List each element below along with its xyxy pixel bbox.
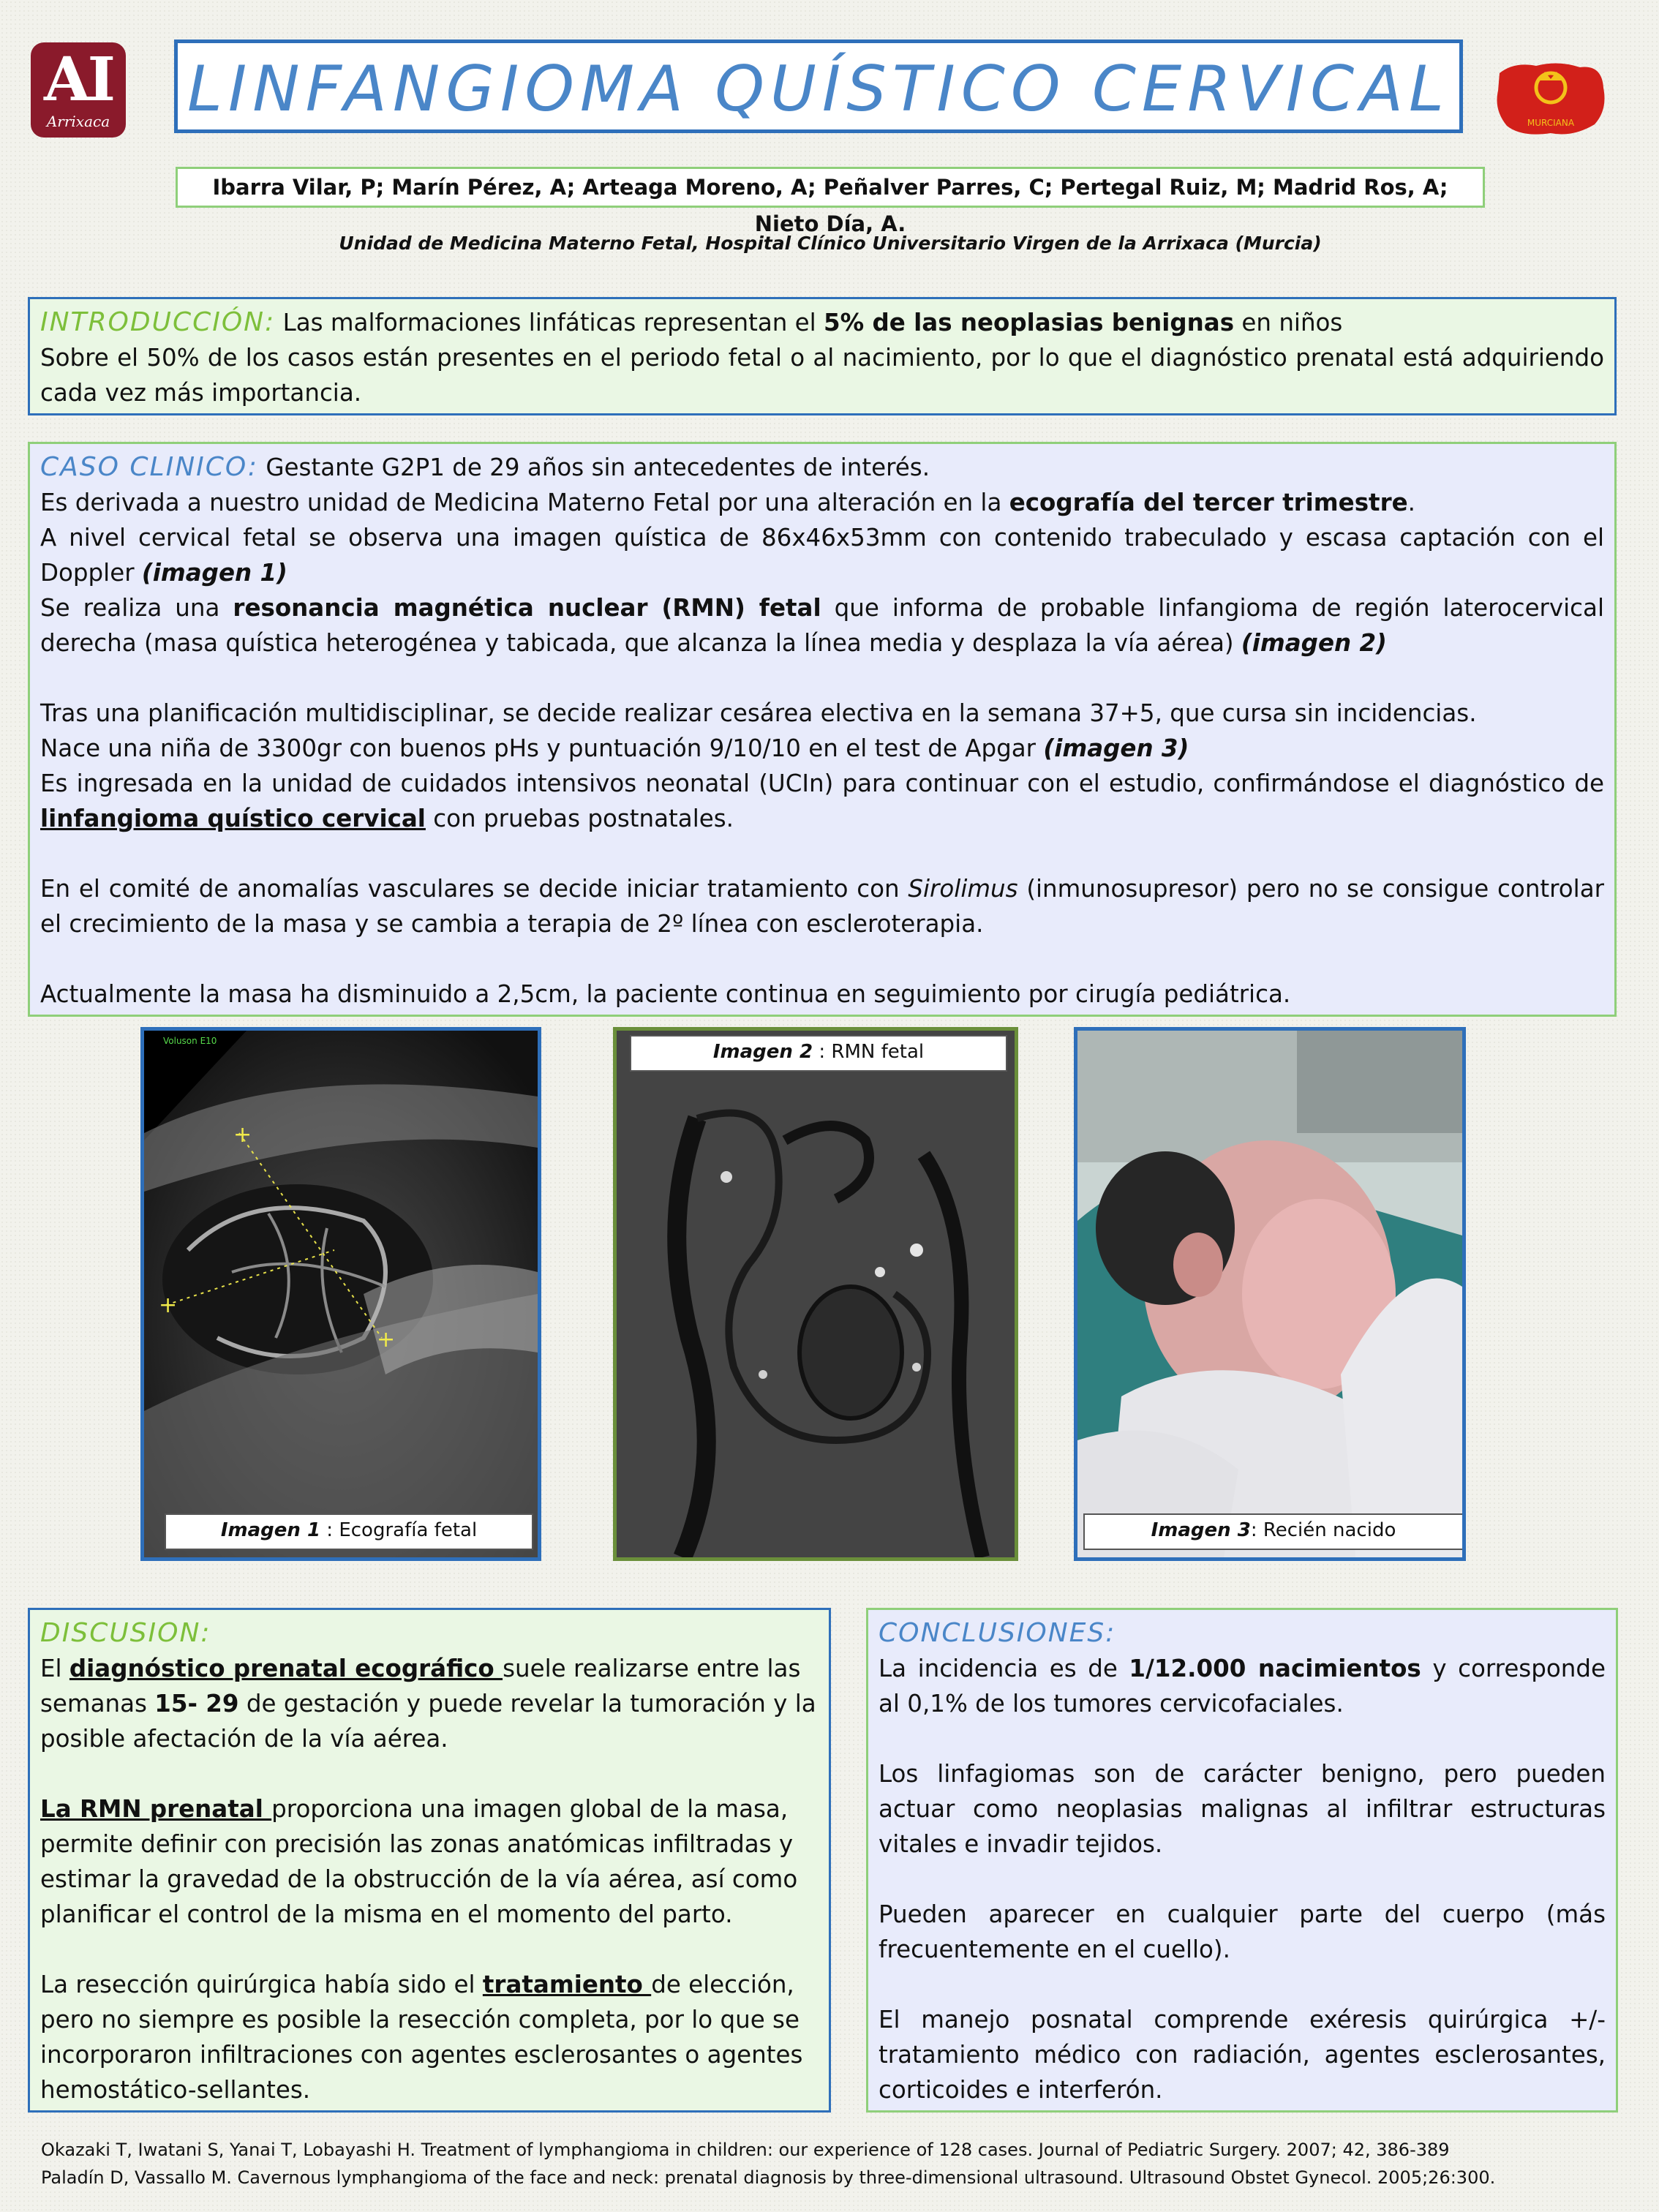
- svg-text:+: +: [159, 1293, 178, 1318]
- discussion-text: proporciona una imagen global de la masa, permite definir con precisión las zonas anatómicas infiltradas y estimar la gravedad de la obstrucción de la vía aérea, así como planificar el control de la misma en el momento del parto.: [40, 1795, 798, 1928]
- case-text: A nivel cervical fetal se observa una imagen quística de 86x46x53mm con contenido trabeculado y escasa captación con el Doppler: [40, 524, 1604, 587]
- page-title: LINFANGIOMA QUÍSTICO CERVICAL: [187, 53, 1450, 126]
- case-text: Es ingresada en la unidad de cuidados intensivos neonatal (UCIn) para continuar con el estudio, confirmándose el diagnóstico de: [40, 770, 1604, 797]
- discussion-highlight: diagnóstico prenatal ecográfico: [69, 1655, 503, 1682]
- logo-sub-text: Arrixaca: [46, 113, 110, 130]
- figure-1-caption-text: : Ecografía fetal: [320, 1519, 478, 1541]
- discussion-highlight: 15- 29: [154, 1690, 239, 1718]
- drug-name: Sirolimus: [908, 875, 1018, 903]
- case-paragraph: [40, 485, 1604, 520]
- case-paragraph: [40, 450, 1604, 485]
- figure-newborn: [1074, 1027, 1466, 1561]
- references: [41, 2136, 1621, 2192]
- case-paragraph: [40, 590, 1604, 661]
- discussion-paragraph: [40, 1651, 819, 1756]
- authors: Ibarra Vilar, P; Marín Pérez, A; Arteaga Moreno, A; Peñalver Parres, C; Pertegal Ruiz, M; Madrid Ros, A; Nieto Día, A.: [176, 167, 1485, 208]
- case-highlight: ecografía del tercer trimestre: [1009, 489, 1408, 516]
- conclusion-paragraph: Pueden aparecer en cualquier parte del cuerpo (más frecuentemente en el cuello).: [879, 1900, 1606, 1963]
- figure-2-caption-text: : RMN fetal: [813, 1041, 925, 1063]
- case-text: Gestante G2P1 de 29 años sin antecedentes de interés.: [258, 454, 930, 481]
- case-text: Es derivada a nuestro unidad de Medicina Materno Fetal por una alteración en la: [40, 489, 1009, 516]
- mri-image: [617, 1031, 1015, 1557]
- figure-1-label: Imagen 1: [220, 1519, 321, 1541]
- discussion-highlight: La RMN prenatal: [40, 1795, 272, 1823]
- case-text: (inmunosupresor) pero no se consigue controlar el crecimiento de la masa y se cambia a terapia de 2º línea con escleroterapia.: [40, 875, 1604, 938]
- conclusions-heading: CONCLUSIONES:: [879, 1618, 1116, 1648]
- case-text: En el comité de anomalías vasculares se decide iniciar tratamiento con: [40, 875, 908, 903]
- figure-1-caption: [165, 1513, 533, 1550]
- case-highlight: linfangioma quístico cervical: [40, 805, 426, 832]
- conclusion-text: La incidencia es de: [879, 1655, 1129, 1682]
- case-text: Nace una niña de 3300gr con buenos pHs y puntuación 9/10/10 en el test de Apgar: [40, 734, 1044, 762]
- case-paragraph: Tras una planificación multidisciplinar, se decide realizar cesárea electiva en la semana 37+5, que cursa sin incidencias.: [40, 699, 1477, 727]
- reference-item: Paladín D, Vassallo M. Cavernous lymphangioma of the face and neck: prenatal diagnosis by three-dimensional ultrasound. Ultrasound Obstet Gynecol. 2005;26:300.: [41, 2167, 1496, 2188]
- discussion-text: El: [40, 1655, 69, 1682]
- discussion-text: La resección quirúrgica había sido el: [40, 1971, 483, 1998]
- discussion-paragraph: [40, 1967, 819, 2107]
- clinical-case-section: [28, 442, 1617, 1017]
- case-paragraph: [40, 520, 1604, 590]
- figure-3-label: Imagen 3: [1151, 1519, 1251, 1541]
- discussion-text: de elección, pero no siempre es posible la resección completa, por lo que se incorporaron infiltraciones con agentes esclerosantes o agentes hemostático-sellantes.: [40, 1971, 803, 2104]
- figure-ultrasound: [140, 1027, 541, 1561]
- discussion-highlight: tratamiento: [482, 1971, 652, 1998]
- conclusion-paragraph: [879, 1651, 1606, 1721]
- case-highlight: resonancia magnética nuclear (RMN) fetal: [233, 594, 821, 622]
- intro-text-end: en niños: [1234, 309, 1343, 336]
- conclusion-text: y corresponde al 0,1% de los tumores cervicofaciales.: [879, 1655, 1606, 1718]
- discussion-section: [28, 1608, 831, 2113]
- intro-line-1: [40, 305, 1604, 340]
- case-text: que informa de probable linfangioma de región laterocervical derecha (masa quística heterogénea y tabicada, que alcanza la línea media y desplaza la vía aérea): [40, 594, 1605, 657]
- society-logo: [1492, 59, 1609, 139]
- figure-mri: [613, 1027, 1018, 1561]
- case-text: Se realiza una: [40, 594, 233, 622]
- discussion-paragraph: [40, 1791, 819, 1932]
- intro-line-2: Sobre el 50% de los casos están presentes en el periodo fetal o al nacimiento, por lo que el diagnóstico prenatal está adquiriendo cada vez más importancia.: [40, 344, 1604, 407]
- intro-text: Las malformaciones linfáticas representan el: [275, 309, 824, 336]
- svg-text:+: +: [377, 1327, 396, 1353]
- logo-main-text: AI: [44, 45, 113, 115]
- conclusions-section: [866, 1608, 1618, 2113]
- case-heading: CASO CLINICO:: [40, 452, 259, 482]
- figure-2-caption: [630, 1035, 1007, 1072]
- figure-3-caption-text: : Recién nacido: [1250, 1519, 1396, 1541]
- discussion-heading: DISCUSION:: [40, 1618, 211, 1648]
- conclusion-paragraph: Los linfagiomas son de carácter benigno, pero pueden actuar como neoplasias malignas al infiltrar estructuras vitales e invadir tejidos.: [879, 1760, 1606, 1858]
- ultrasound-image: [144, 1031, 538, 1557]
- intro-highlight: 5% de las neoplasias benignas: [824, 309, 1235, 336]
- svg-text:+: +: [233, 1122, 252, 1148]
- figure-3-caption: [1083, 1513, 1464, 1550]
- case-paragraph: Actualmente la masa ha disminuido a 2,5cm, la paciente continua en seguimiento por cirugía pediátrica.: [40, 980, 1291, 1008]
- affiliation: Unidad de Medicina Materno Fetal, Hospital Clínico Universitario Virgen de la Arrixaca (Murcia): [339, 233, 1322, 254]
- case-paragraph: [40, 871, 1604, 941]
- case-image-ref: (imagen 3): [1043, 734, 1189, 762]
- intro-heading: INTRODUCCIÓN:: [40, 307, 276, 337]
- case-image-ref: (imagen 2): [1241, 629, 1387, 657]
- figure-2-label: Imagen 2: [712, 1041, 813, 1063]
- device-label: Voluson E10: [163, 1036, 217, 1046]
- case-paragraph: [40, 766, 1604, 836]
- conclusion-paragraph: El manejo posnatal comprende exéresis quirúrgica +/- tratamiento médico con radiación, agentes esclerosantes, corticoides e interferón.: [879, 2006, 1606, 2104]
- discussion-text: suele realizarse entre las semanas: [40, 1655, 801, 1718]
- case-text: con pruebas postnatales.: [425, 805, 734, 832]
- society-logo-text: MURCIANA: [1527, 118, 1575, 128]
- newborn-photo: [1077, 1031, 1462, 1557]
- case-image-ref: (imagen 1): [141, 559, 287, 587]
- introduction-section: [28, 297, 1617, 415]
- arrixaca-logo: [31, 42, 126, 138]
- case-text: .: [1407, 489, 1416, 516]
- discussion-text: de gestación y puede revelar la tumoración y la posible afectación de la vía aérea.: [40, 1690, 816, 1753]
- title-box: [174, 40, 1463, 133]
- reference-item: Okazaki T, Iwatani S, Yanai T, Lobayashi H. Treatment of lymphangioma in children: our experience of 128 cases. Journal of Pediatric Surgery. 2007; 42, 386-389: [41, 2140, 1450, 2160]
- conclusion-highlight: 1/12.000 nacimientos: [1129, 1655, 1421, 1682]
- case-paragraph: [40, 731, 1604, 766]
